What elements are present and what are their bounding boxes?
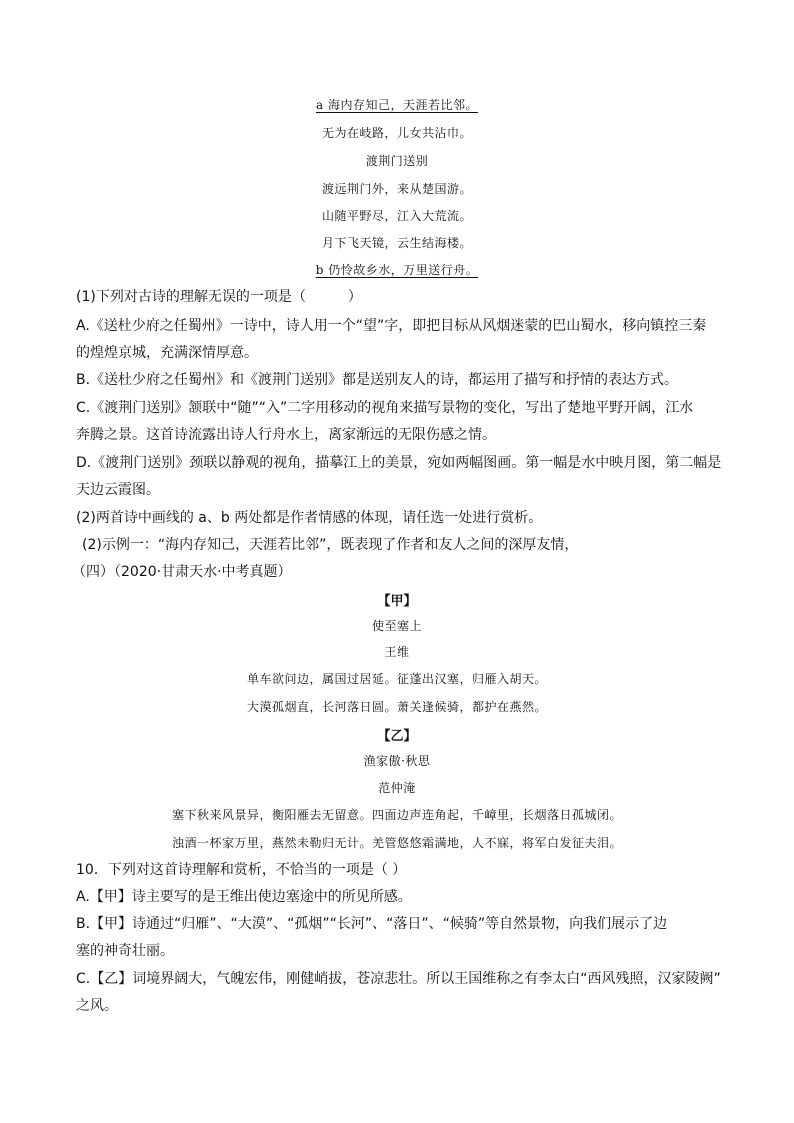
option-d-line2: 天边云霞图。 (76, 482, 160, 498)
question-1-stem: (1)下列对古诗的理解无误的一项是（ ） (76, 289, 362, 305)
option-a-line2: 的煌煌京城，充满深情厚意。 (76, 345, 258, 361)
poem-line-a (0, 96, 794, 113)
q10-option-b-line2: 塞的神奇壮丽。 (76, 943, 174, 959)
question-2-stem: (2)两首诗中画线的 a、b 两处都是作者情感的体现，请任选一处进行赏析。 (76, 510, 543, 526)
jia-author: 王维 (384, 645, 410, 659)
q10-option-c-line2: 之风。 (76, 998, 118, 1014)
section-heading: （四）（2020·甘肃天水·中考真题） (72, 564, 292, 580)
option-d-line1: D.《渡荆门送别》颈联以静观的视角，描摹江上的美景，宛如两幅图画。第一幅是水中映月图，第二幅是 (76, 455, 722, 471)
poem-line: 渡远荆门外，来从楚国游。 (321, 182, 472, 196)
yi-title: 渔家傲·秋思 (363, 754, 431, 768)
yi-line: 塞下秋来风景异，衡阳雁去无留意。四面边声连角起，千嶂里，长烟落日孤城闭。 (171, 808, 622, 822)
question-2-example: (2)示例一：“海内存知己，天涯若比邻”，既表现了作者和友人之间的深厚友情， (82, 537, 579, 553)
poem-title: 渡荆门送别 (365, 154, 429, 168)
option-b: B.《送杜少府之任蜀州》和《渡荆门送别》都是送别友人的诗，都运用了描写和抒情的表达方式。 (76, 372, 679, 388)
q10-option-b-line1: B.【甲】诗通过“归雁”、“大漠”、“孤烟”“长河”、“落日”、“候骑”等自然景物，向我们展示了边 (76, 916, 668, 932)
poem-line: 无为在岐路，儿女共沾巾。 (321, 126, 472, 140)
question-10-stem: 10．下列对这首诗理解和赏析，不恰当的一项是（ ） (76, 862, 407, 878)
option-a-line1: A.《送杜少府之任蜀州》一诗中，诗人用一个“望”字，即把目标从风烟迷蒙的巴山蜀水，移向镇控三秦 (76, 318, 707, 334)
jia-line: 单车欲问边，属国过居延。征蓬出汉塞，归雁入胡天。 (246, 672, 547, 686)
jia-line: 大漠孤烟直，长河落日圆。萧关逢候骑，都护在燕然。 (246, 700, 547, 714)
yi-author: 范仲淹 (378, 781, 416, 795)
yi-label: 【乙】 (377, 729, 417, 744)
poem-line: 月下飞天镜，云生结海楼。 (321, 236, 472, 250)
q10-option-a: A.【甲】诗主要写的是王维出使边塞途中的所见所感。 (76, 889, 412, 905)
option-c-line1: C.《渡荆门送别》颔联中“随”“入”二字用移动的视角来描写景物的变化，写出了楚地平野开阔，江水 (76, 400, 694, 416)
q10-option-c-line1: C.【乙】词境界阔大，气魄宏伟，刚健峭拔，苍凉悲壮。所以王国维称之有李太白“西风残照，汉家陵阙” (76, 971, 721, 987)
jia-title: 使至塞上 (371, 619, 422, 633)
underlined-line-a: a 海内存知己，天涯若比邻。 (316, 98, 478, 112)
jia-label: 【甲】 (377, 594, 417, 609)
poem-line: 山随平野尽，江入大荒流。 (321, 209, 472, 223)
underlined-line-b: b 仍怜故乡水，万里送行舟。 (315, 263, 479, 277)
option-c-line2: 奔腾之景。这首诗流露出诗人行舟水上，离家渐远的无限伤感之情。 (76, 427, 496, 443)
yi-line: 浊酒一杯家万里，燕然未勒归无计。羌管悠悠霜满地，人不寐，将军白发征夫泪。 (171, 836, 622, 850)
poem-line-b (0, 261, 794, 278)
